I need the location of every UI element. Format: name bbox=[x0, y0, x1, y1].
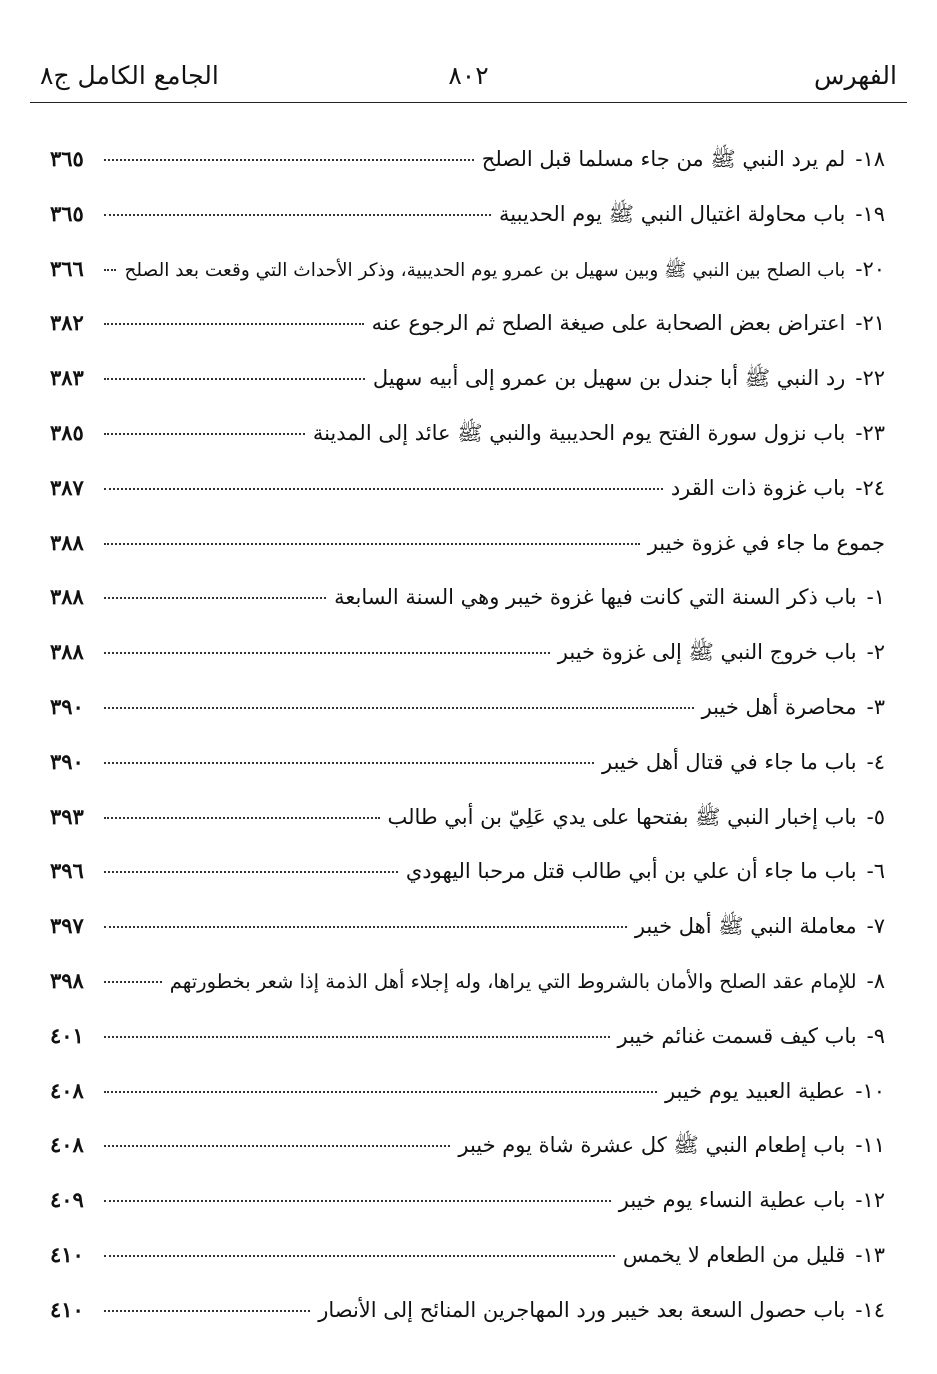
dot-leader bbox=[104, 543, 640, 545]
entry-page: ٤١٠ bbox=[50, 1241, 84, 1267]
toc-entry bbox=[50, 406, 885, 461]
entry-title: رد النبي ﷺ أبا جندل بن سهيل بن عمرو إلى أبيه سهيل bbox=[372, 366, 846, 391]
entry-page: ٣٨٧ bbox=[50, 474, 84, 500]
dot-leader bbox=[104, 378, 365, 380]
entry-page: ٤٠٨ bbox=[50, 1132, 84, 1158]
dot-leader bbox=[104, 871, 398, 873]
entry-number: ٦- bbox=[866, 859, 885, 884]
toc-entry bbox=[50, 1009, 885, 1064]
dot-leader bbox=[104, 1091, 657, 1093]
entry-page: ٣٩٨ bbox=[50, 967, 84, 993]
entry-title: لم يرد النبي ﷺ من جاء مسلما قبل الصلح bbox=[481, 147, 846, 171]
dot-leader bbox=[104, 269, 116, 271]
entry-number: ٥- bbox=[866, 804, 885, 829]
toc-entry bbox=[50, 680, 885, 735]
entry-number: ٢٣- bbox=[855, 420, 885, 445]
dot-leader bbox=[104, 323, 364, 325]
entry-page: ٣٩٧ bbox=[50, 913, 84, 939]
toc-entry bbox=[50, 1283, 885, 1338]
entry-number: ١٣- bbox=[855, 1242, 885, 1267]
entry-page: ٤١٠ bbox=[50, 1296, 84, 1322]
entry-number: ٣- bbox=[866, 694, 885, 719]
dot-leader bbox=[104, 1200, 611, 1202]
dot-leader bbox=[104, 652, 550, 654]
toc-entry bbox=[50, 844, 885, 899]
dot-leader bbox=[104, 214, 491, 216]
toc-entry bbox=[50, 1118, 885, 1173]
toc-section-heading bbox=[50, 516, 885, 571]
toc-entry bbox=[50, 1228, 885, 1283]
entry-number: ١٨- bbox=[855, 147, 885, 171]
entry-page: ٣٩٠ bbox=[50, 748, 84, 774]
entry-page: ٣٦٥ bbox=[50, 146, 84, 171]
entry-page: ٤٠٨ bbox=[50, 1077, 84, 1103]
entry-number: ١٩- bbox=[855, 201, 885, 226]
entry-number: ١٢- bbox=[855, 1188, 885, 1213]
dot-leader bbox=[104, 981, 162, 983]
entry-number: ١- bbox=[866, 585, 885, 610]
entry-title: باب محاولة اغتيال النبي ﷺ يوم الحديبية bbox=[499, 201, 846, 226]
toc-entry bbox=[50, 187, 885, 242]
toc-entry bbox=[50, 132, 885, 187]
entry-title: للإمام عقد الصلح والأمان بالشروط التي يراها، وله إجلاء أهل الذمة إذا شعر بخطورتهم bbox=[169, 969, 857, 993]
entry-page: ٣٩٣ bbox=[50, 803, 84, 829]
entry-page: ٣٨٨ bbox=[50, 584, 84, 610]
entry-page: ٤٠٩ bbox=[50, 1187, 84, 1213]
dot-leader bbox=[104, 707, 694, 709]
entry-title: باب غزوة ذات القرد bbox=[670, 475, 846, 500]
entry-page: ٣٦٦ bbox=[50, 255, 84, 281]
toc-entry bbox=[50, 461, 885, 516]
dot-leader bbox=[104, 597, 326, 599]
entry-title: باب إخبار النبي ﷺ بفتحها على يدي عَلِيّ بن أبي طالب bbox=[387, 804, 857, 829]
entry-title: عطية العبيد يوم خيبر bbox=[664, 1078, 846, 1103]
entry-page: ٣٨٢ bbox=[50, 310, 84, 336]
dot-leader bbox=[104, 817, 380, 819]
toc-entry bbox=[50, 954, 885, 1009]
entry-title: باب الصلح بين النبي ﷺ وبين سهيل بن عمرو يوم الحديبية، وذكر الأحداث التي وقعت بعد الصلح bbox=[124, 259, 846, 281]
section-title: الفهرس bbox=[813, 61, 897, 90]
entry-number: ١٤- bbox=[855, 1297, 885, 1322]
page-number: ٨٠٢ bbox=[448, 61, 489, 90]
entry-page: ٣٨٨ bbox=[50, 639, 84, 665]
entry-number: ٨- bbox=[866, 968, 885, 993]
entry-page: ٣٨٥ bbox=[50, 419, 84, 445]
page-header bbox=[28, 56, 909, 96]
dot-leader bbox=[104, 488, 663, 490]
entry-title: باب خروج النبي ﷺ إلى غزوة خيبر bbox=[557, 640, 857, 665]
dot-leader bbox=[104, 1255, 615, 1257]
entry-title: اعتراض بعض الصحابة على صيغة الصلح ثم الرجوع عنه bbox=[371, 311, 846, 336]
toc-entry bbox=[50, 242, 885, 297]
entry-number: ٩- bbox=[866, 1023, 885, 1048]
entry-page: ٣٦٥ bbox=[50, 200, 84, 226]
entry-number: ٧- bbox=[866, 914, 885, 939]
toc-entry bbox=[50, 790, 885, 845]
entry-title: جموع ما جاء في غزوة خيبر bbox=[647, 530, 885, 555]
entry-title: باب كيف قسمت غنائم خيبر bbox=[617, 1023, 857, 1048]
toc-entry bbox=[50, 351, 885, 406]
entry-title: باب عطية النساء يوم خيبر bbox=[618, 1188, 846, 1213]
dot-leader bbox=[104, 926, 627, 928]
entry-title: باب حصول السعة بعد خيبر ورد المهاجرين المنائح إلى الأنصار bbox=[318, 1297, 846, 1322]
toc-entry bbox=[50, 570, 885, 625]
entry-page: ٣٨٣ bbox=[50, 365, 84, 391]
book-title: الجامع الكامل ج٨ bbox=[40, 61, 219, 90]
toc-entry bbox=[50, 899, 885, 954]
toc-entry bbox=[50, 735, 885, 790]
entry-title: باب ذكر السنة التي كانت فيها غزوة خيبر وهي السنة السابعة bbox=[334, 585, 857, 610]
entry-number: ٢١- bbox=[855, 311, 885, 336]
dot-leader bbox=[104, 1310, 310, 1312]
entry-page: ٣٨٨ bbox=[50, 529, 84, 555]
toc-entry bbox=[50, 1064, 885, 1119]
entry-title: باب إطعام النبي ﷺ كل عشرة شاة يوم خيبر bbox=[458, 1133, 846, 1158]
entry-number: ٢٠- bbox=[855, 256, 885, 281]
table-of-contents bbox=[50, 132, 885, 1338]
entry-number: ٢٢- bbox=[855, 366, 885, 391]
toc-entry bbox=[50, 625, 885, 680]
dot-leader bbox=[104, 433, 305, 435]
entry-number: ٢٤- bbox=[855, 475, 885, 500]
entry-number: ١٠- bbox=[855, 1078, 885, 1103]
entry-title: قليل من الطعام لا يخمس bbox=[622, 1242, 846, 1267]
entry-number: ٢- bbox=[866, 640, 885, 665]
dot-leader bbox=[104, 762, 594, 764]
entry-page: ٣٩٠ bbox=[50, 693, 84, 719]
entry-number: ٤- bbox=[866, 749, 885, 774]
entry-title: باب ما جاء في قتال أهل خيبر bbox=[602, 749, 857, 774]
entry-page: ٣٩٦ bbox=[50, 858, 84, 884]
entry-title: محاصرة أهل خيبر bbox=[701, 694, 857, 719]
entry-page: ٤٠١ bbox=[50, 1022, 84, 1048]
header-divider bbox=[30, 102, 907, 103]
dot-leader bbox=[104, 1036, 610, 1038]
toc-entry bbox=[50, 296, 885, 351]
dot-leader bbox=[104, 159, 474, 161]
entry-number: ١١- bbox=[855, 1133, 885, 1158]
dot-leader bbox=[104, 1145, 450, 1147]
entry-title: باب ما جاء أن علي بن أبي طالب قتل مرحبا اليهودي bbox=[405, 859, 857, 884]
toc-entry bbox=[50, 1173, 885, 1228]
entry-title: باب نزول سورة الفتح يوم الحديبية والنبي ﷺ عائد إلى المدينة bbox=[312, 420, 846, 445]
entry-title: معاملة النبي ﷺ أهل خيبر bbox=[634, 914, 857, 939]
